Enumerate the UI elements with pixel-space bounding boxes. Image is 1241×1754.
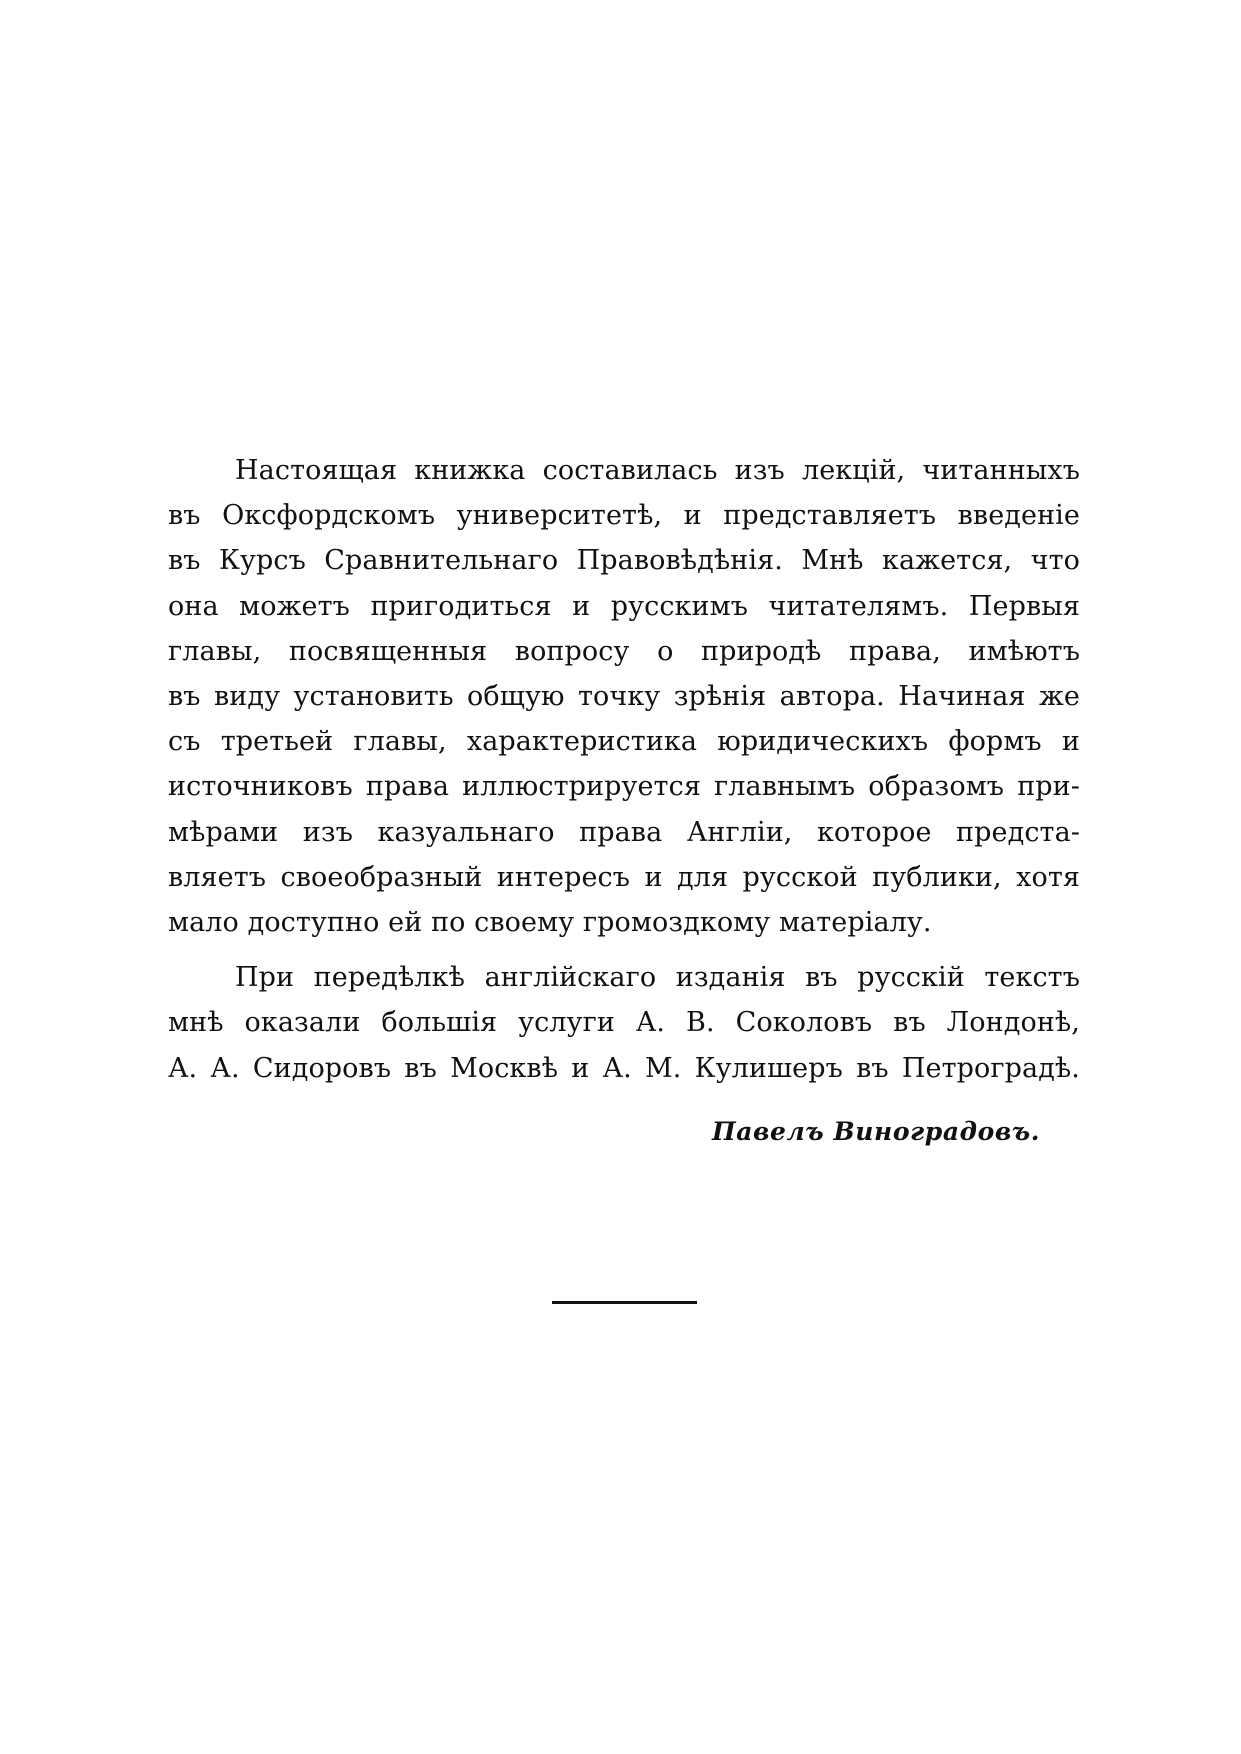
text-line: А. А. Сидоровъ въ Москвѣ и А. М. Кулишеръ въ Петроградѣ.	[168, 1052, 1080, 1084]
text-line: мало доступно ей по своему громоздкому матеріалу.	[168, 907, 932, 939]
divider-rule	[552, 1301, 697, 1304]
text-line: въ Курсъ Сравнительнаго Правовѣдѣнія. Мнѣ кажется, что	[168, 545, 1080, 577]
text-line: источниковъ права иллюстрируется главнымъ образомъ при-	[168, 771, 1080, 803]
author-signature: Павелъ Виноградовъ.	[712, 1117, 1041, 1146]
text-line: въ виду установить общую точку зрѣнія автора. Начиная же	[168, 681, 1080, 713]
text-line: При передѣлкѣ англійскаго изданія въ русскій текстъ	[235, 962, 1080, 994]
paragraph-2	[168, 955, 1080, 1091]
text-line: съ третьей главы, характеристика юридическихъ формъ и	[168, 726, 1080, 758]
text-line: Настоящая книжка составилась изъ лекцій, читанныхъ	[235, 455, 1080, 486]
text-line: главы, посвященныя вопросу о природѣ права, имѣютъ	[168, 635, 1080, 667]
paragraph-1	[168, 448, 1080, 945]
text-line: мнѣ оказали большія услуги А. В. Соколовъ въ Лондонѣ,	[168, 1007, 1080, 1039]
text-line: она можетъ пригодиться и русскимъ читателямъ. Первыя	[168, 590, 1080, 622]
preface-text	[168, 448, 1080, 1091]
text-line: въ Оксфордскомъ университетѣ, и представляетъ введеніе	[168, 500, 1080, 532]
text-line: вляетъ своеобразный интересъ и для русской публики, хотя	[168, 861, 1080, 893]
text-line: мѣрами изъ казуальнаго права Англіи, которое предста-	[168, 816, 1080, 848]
